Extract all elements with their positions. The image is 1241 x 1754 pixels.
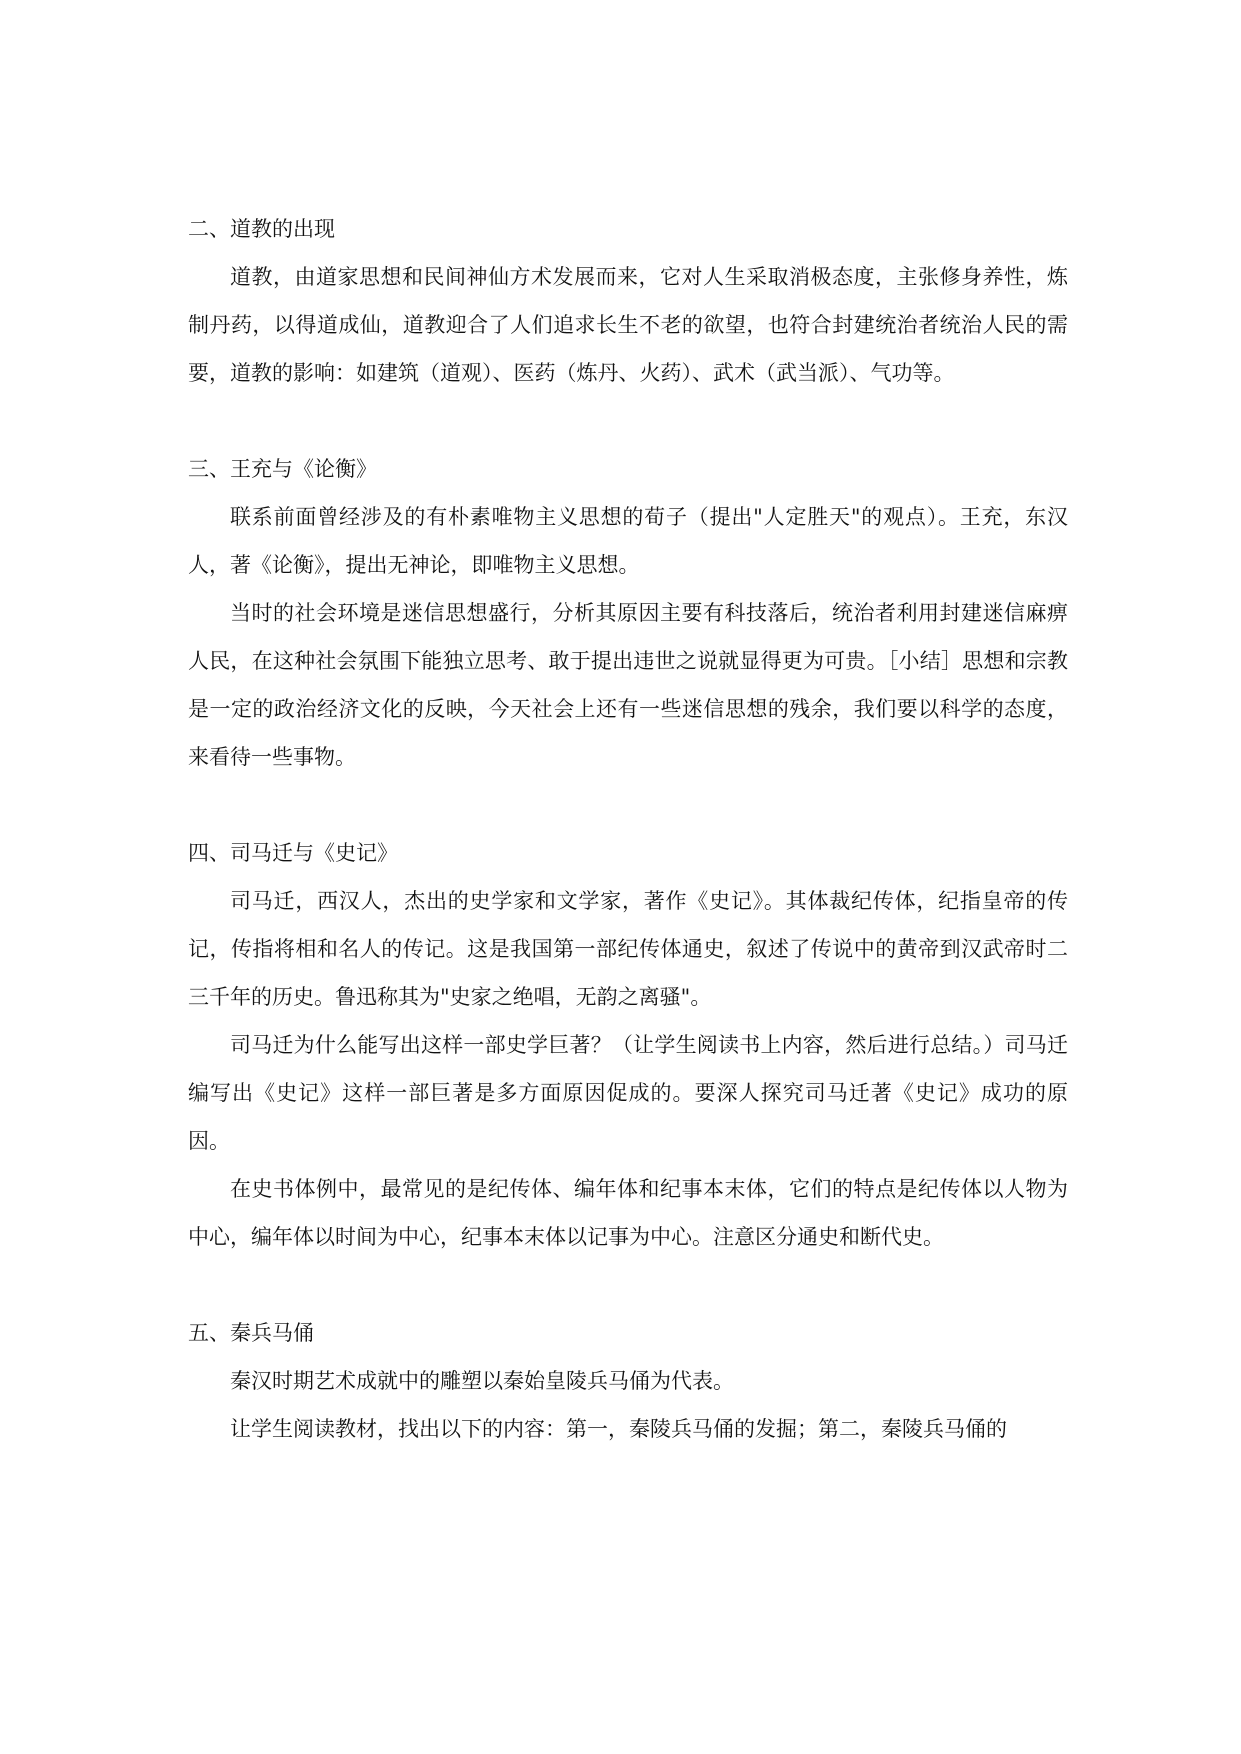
section-spacer <box>188 1261 1068 1309</box>
section-spacer <box>188 781 1068 829</box>
section-heading: 二、道教的出现 <box>188 217 335 241</box>
section-terracotta-army <box>188 1309 1068 1453</box>
section-daoism <box>188 205 1068 397</box>
paragraph: 秦汉时期艺术成就中的雕塑以秦始皇陵兵马俑为代表。 <box>230 1369 734 1393</box>
paragraph: 联系前面曾经涉及的有朴素唯物主义思想的荀子（提出"人定胜天"的观点）。王充，东汉人，著《论衡》，提出无神论，即唯物主义思想。 <box>188 505 1068 577</box>
section-spacer <box>188 397 1068 445</box>
paragraph: 道教，由道家思想和民间神仙方术发展而来，它对人生采取消极态度，主张修身养性，炼制丹药，以得道成仙，道教迎合了人们追求长生不老的欲望，也符合封建统治者统治人民的需要，道教的影响：如建筑（道观）、医药（炼丹、火药）、武术（武当派）、气功等。 <box>188 265 1068 385</box>
paragraph: 司马迁，西汉人，杰出的史学家和文学家，著作《史记》。其体裁纪传体，纪指皇帝的传记，传指将相和名人的传记。这是我国第一部纪传体通史，叙述了传说中的黄帝到汉武帝时二三千年的历史。鲁迅称其为"史家之绝唱，无韵之离骚"。 <box>188 889 1068 1009</box>
paragraph: 司马迁为什么能写出这样一部史学巨著？（让学生阅读书上内容，然后进行总结。）司马迁编写出《史记》这样一部巨著是多方面原因促成的。要深人探究司马迁著《史记》成功的原因。 <box>188 1033 1068 1153</box>
document-body <box>188 205 1068 1453</box>
section-heading: 三、王充与《论衡》 <box>188 457 377 481</box>
paragraph: 在史书体例中，最常见的是纪传体、编年体和纪事本末体，它们的特点是纪传体以人物为中心，编年体以时间为中心，纪事本末体以记事为中心。注意区分通史和断代史。 <box>188 1177 1068 1249</box>
section-wang-chong <box>188 445 1068 781</box>
paragraph: 让学生阅读教材，找出以下的内容：第一，秦陵兵马俑的发掘；第二，秦陵兵马俑的 <box>230 1417 1007 1441</box>
section-sima-qian <box>188 829 1068 1261</box>
section-heading: 四、司马迁与《史记》 <box>188 841 398 865</box>
paragraph: 当时的社会环境是迷信思想盛行，分析其原因主要有科技落后，统治者利用封建迷信麻痹人民，在这种社会氛围下能独立思考、敢于提出违世之说就显得更为可贵。［小结］思想和宗教是一定的政治经济文化的反映，今天社会上还有一些迷信思想的残余，我们要以科学的态度，来看待一些事物。 <box>188 601 1068 769</box>
section-heading: 五、秦兵马俑 <box>188 1321 314 1345</box>
